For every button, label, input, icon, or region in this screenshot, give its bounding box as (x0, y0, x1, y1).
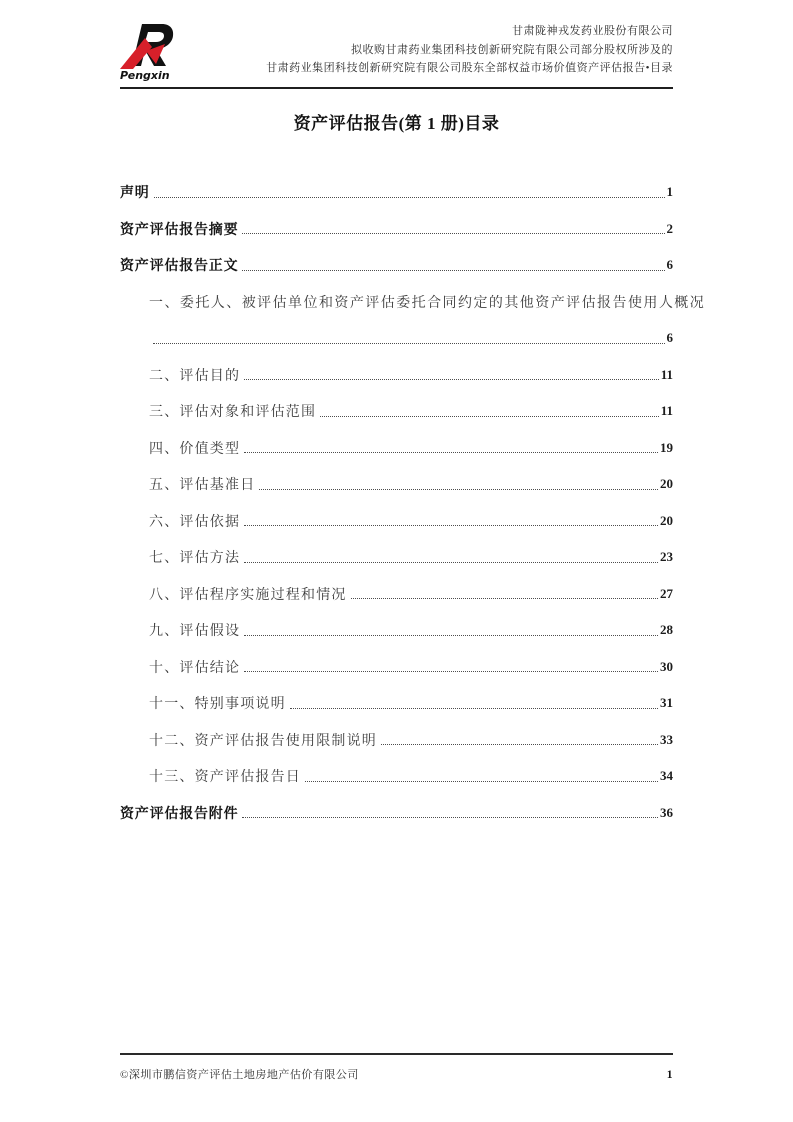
page-footer (120, 1053, 673, 1082)
dot-leader (259, 489, 658, 490)
toc-entry-label: 五、评估基准日 (149, 478, 256, 494)
header-line-transaction: 拟收购甘肃药业集团科技创新研究院有限公司部分股权所涉及的 (351, 43, 673, 56)
toc-entry-section-5[interactable] (120, 466, 673, 503)
toc-entry-page: 20 (660, 512, 673, 528)
toc-entry-label: 七、评估方法 (149, 551, 241, 567)
pengxin-logo (118, 20, 178, 82)
toc-entry-section-6[interactable] (120, 503, 673, 540)
header-divider (120, 87, 673, 89)
toc-entry-section-10[interactable] (120, 649, 673, 686)
toc-entry-label: 四、价值类型 (149, 441, 241, 457)
toc-entry-page: 19 (660, 439, 673, 455)
toc-entry-page: 11 (660, 403, 673, 419)
toc-entry-section-1[interactable] (120, 284, 706, 321)
toc-entry-page: 31 (660, 695, 673, 711)
toc-entry-label: 一、委托人、被评估单位和资产评估委托合同约定的其他资产评估报告使用人概况 (149, 295, 706, 311)
dot-leader (153, 343, 665, 344)
toc-entry-label: 十二、资产评估报告使用限制说明 (149, 733, 377, 749)
dot-leader (320, 416, 659, 417)
dot-leader (242, 233, 664, 234)
toc-entry-page: 1 (666, 184, 673, 200)
toc-entry-label: 三、评估对象和评估范围 (149, 405, 317, 421)
toc-entry-label: 十、评估结论 (149, 660, 241, 676)
toc-entry-attachments[interactable] (120, 795, 673, 832)
dot-leader (244, 562, 658, 563)
toc-entry-section-13[interactable] (120, 758, 673, 795)
footer-copyright: ©深圳市鹏信资产评估土地房地产估价有限公司 (120, 1069, 359, 1081)
toc-entry-section-1-continuation[interactable] (120, 320, 673, 357)
toc-entry-label: 资产评估报告摘要 (120, 222, 239, 238)
toc-entry-page: 11 (660, 366, 673, 382)
toc-entry-page: 34 (660, 768, 673, 784)
dot-leader (154, 197, 665, 198)
toc-entry-label: 十三、资产评估报告日 (149, 770, 301, 786)
toc-entry-page: 28 (660, 622, 673, 638)
toc-entry-label: 十一、特别事项说明 (149, 697, 286, 713)
toc-entry-section-12[interactable] (120, 722, 673, 759)
toc-entry-section-2[interactable] (120, 357, 673, 394)
toc-entry-section-7[interactable] (120, 539, 673, 576)
toc-entry-page: 6 (666, 257, 673, 273)
toc-entry-main-text[interactable] (120, 247, 673, 284)
page-header (118, 20, 673, 82)
page-title: 资产评估报告(第 1 册)目录 (293, 114, 500, 133)
header-line-report: 甘肃药业集团科技创新研究院有限公司股东全部权益市场价值资产评估报告•目录 (266, 62, 673, 74)
toc-entry-label: 资产评估报告附件 (120, 806, 239, 822)
toc-entry-page: 23 (660, 549, 673, 565)
dot-leader (244, 525, 658, 526)
dot-leader (244, 671, 658, 672)
toc-entry-page: 20 (660, 476, 673, 492)
table-of-contents (120, 174, 706, 831)
toc-entry-page: 6 (666, 330, 673, 346)
dot-leader (244, 452, 658, 453)
toc-entry-summary[interactable] (120, 211, 673, 248)
toc-entry-page: 33 (660, 731, 673, 747)
dot-leader (351, 598, 658, 599)
header-line-company: 甘肃陇神戎发药业股份有限公司 (512, 25, 673, 37)
toc-entry-label: 九、评估假设 (149, 624, 241, 640)
toc-entry-section-9[interactable] (120, 612, 673, 649)
dot-leader (290, 708, 658, 709)
dot-leader (244, 379, 659, 380)
toc-entry-label: 六、评估依据 (149, 514, 241, 530)
dot-leader (381, 744, 658, 745)
toc-entry-declaration[interactable] (120, 174, 673, 211)
dot-leader (242, 270, 664, 271)
toc-entry-label: 声明 (120, 186, 150, 202)
toc-entry-page: 30 (660, 658, 673, 674)
toc-entry-label: 二、评估目的 (149, 368, 241, 384)
toc-entry-label: 八、评估程序实施过程和情况 (149, 587, 347, 603)
toc-entry-page: 27 (660, 585, 673, 601)
toc-entry-section-3[interactable] (120, 393, 673, 430)
dot-leader (305, 781, 658, 782)
toc-entry-page: 36 (660, 804, 673, 820)
toc-entry-label: 资产评估报告正文 (120, 259, 239, 275)
toc-entry-section-4[interactable] (120, 430, 673, 467)
toc-entry-page: 2 (666, 220, 673, 236)
header-text-block (178, 20, 673, 78)
dot-leader (244, 635, 658, 636)
toc-entry-section-8[interactable] (120, 576, 673, 613)
footer-page-number: 1 (666, 1069, 673, 1081)
toc-entry-section-11[interactable] (120, 685, 673, 722)
dot-leader (242, 817, 658, 818)
logo-wordmark: Pengxin (120, 69, 170, 82)
